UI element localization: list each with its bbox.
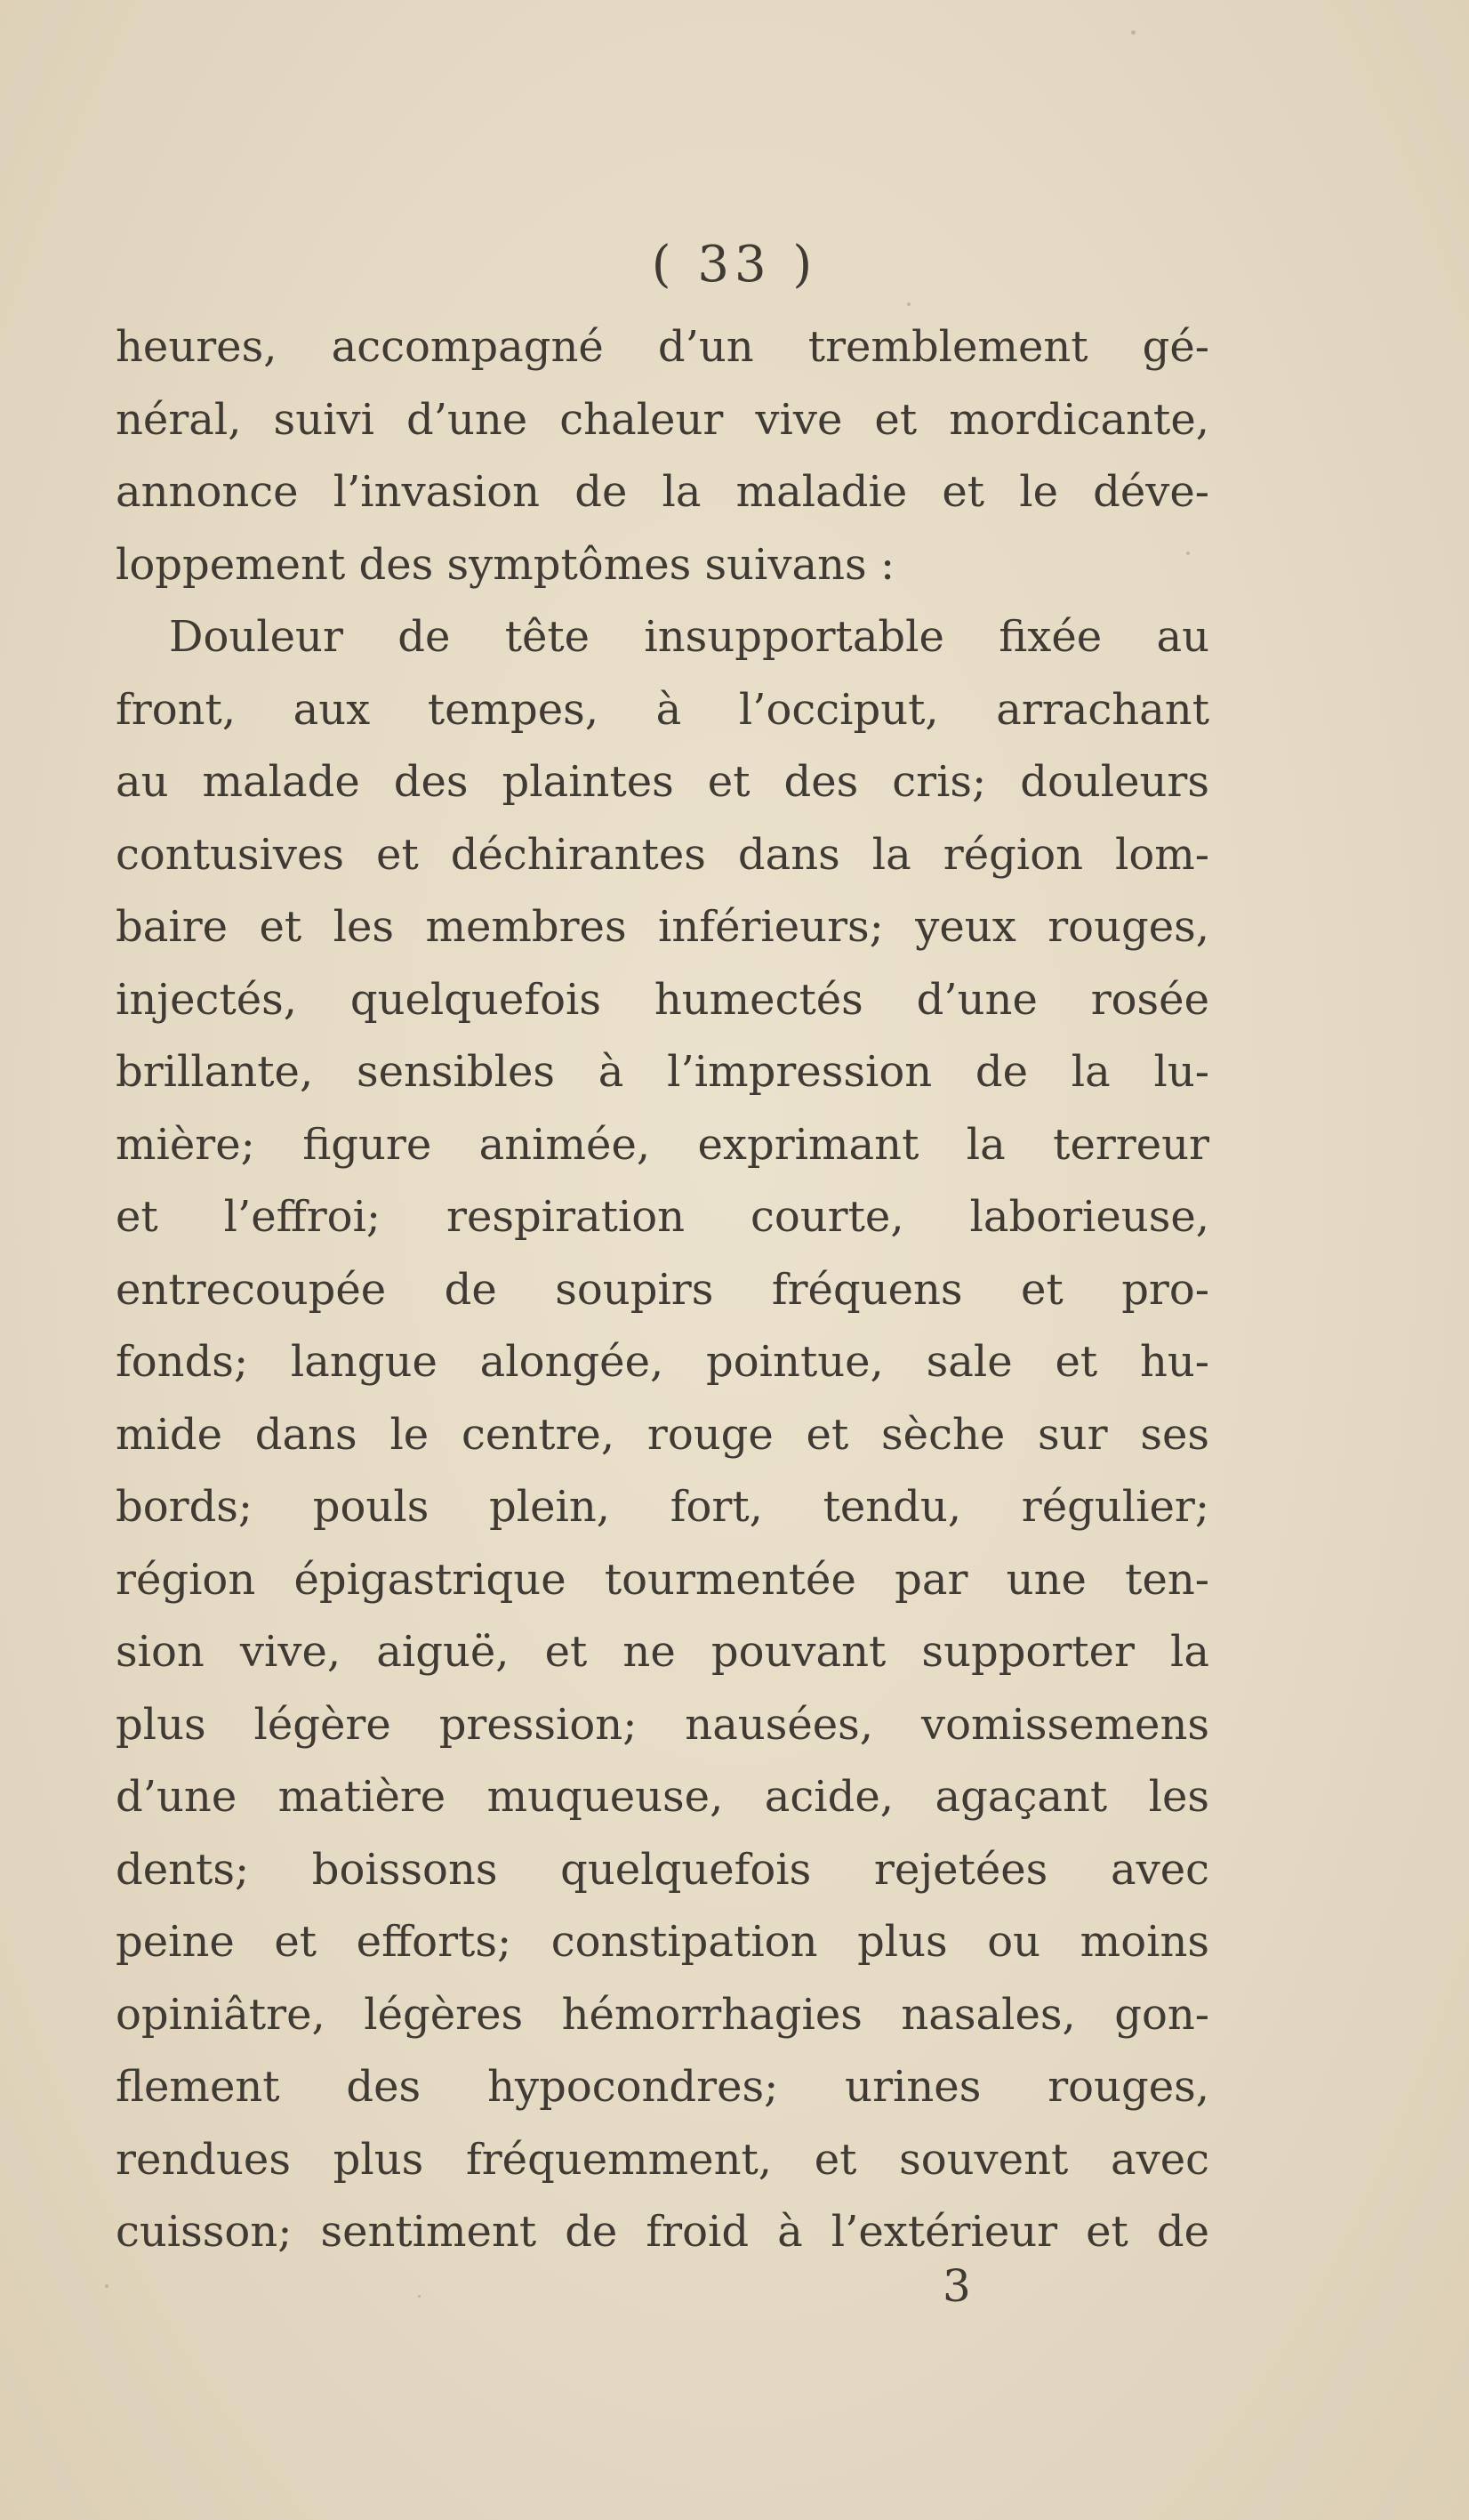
text-line: au malade des plaintes et des cris; douleurs	[116, 757, 1209, 807]
text-line: contusives et déchirantes dans la région lom-	[116, 829, 1209, 880]
text-line: Douleur de tête insupportable fixée au	[169, 612, 1209, 662]
text-line: peine et efforts; constipation plus ou moins	[116, 1917, 1209, 1967]
paper-speck	[418, 2295, 421, 2298]
body-text	[116, 311, 1209, 2269]
text-line: brillante, sensibles à l’impression de la lu-	[116, 1047, 1209, 1097]
text-line: heures, accompagné d’un tremblement gé-	[116, 322, 1209, 372]
text-line: loppement des symptômes suivans :	[116, 539, 895, 590]
text-line: flement des hypocondres; urines rouges,	[116, 2062, 1209, 2112]
paper-speck	[105, 2284, 108, 2288]
text-line: annonce l’invasion de la maladie et le déve-	[116, 467, 1209, 517]
paper-speck	[1131, 30, 1136, 35]
paper-speck	[1186, 552, 1190, 555]
page-number: ( 33 )	[651, 236, 818, 294]
text-line: injectés, quelquefois humectés d’une rosée	[116, 974, 1209, 1025]
text-line: d’une matière muqueuse, acide, agaçant les	[116, 1772, 1209, 1822]
text-line: néral, suivi d’une chaleur vive et mordicante,	[116, 394, 1209, 445]
text-line: baire et les membres inférieurs; yeux rouges,	[116, 902, 1209, 952]
text-line: front, aux tempes, à l’occiput, arrachant	[116, 684, 1209, 735]
text-line: opiniâtre, légères hémorrhagies nasales, gon-	[116, 1989, 1209, 2040]
text-line: entrecoupée de soupirs fréquens et pro-	[116, 1264, 1209, 1315]
paper-speck	[907, 302, 911, 306]
text-line: bords; pouls plein, fort, tendu, régulier;	[116, 1482, 1209, 1532]
signature-mark: 3	[943, 2260, 971, 2312]
text-line: plus légère pression; nausées, vomissemens	[116, 1699, 1209, 1750]
text-line: rendues plus fréquemment, et souvent avec	[116, 2134, 1209, 2185]
text-line: région épigastrique tourmentée par une ten-	[116, 1554, 1209, 1605]
text-line: dents; boissons quelquefois rejetées avec	[116, 1844, 1209, 1895]
text-line: fonds; langue alongée, pointue, sale et hu-	[116, 1337, 1209, 1387]
text-line: cuisson; sentiment de froid à l’extérieur et de	[116, 2207, 1209, 2257]
text-line: mide dans le centre, rouge et sèche sur ses	[116, 1409, 1209, 1460]
text-line: mière; figure animée, exprimant la terreur	[116, 1119, 1209, 1170]
text-line: et l’effroi; respiration courte, laborieuse,	[116, 1192, 1209, 1242]
text-line: sion vive, aiguë, et ne pouvant supporter la	[116, 1627, 1209, 1677]
